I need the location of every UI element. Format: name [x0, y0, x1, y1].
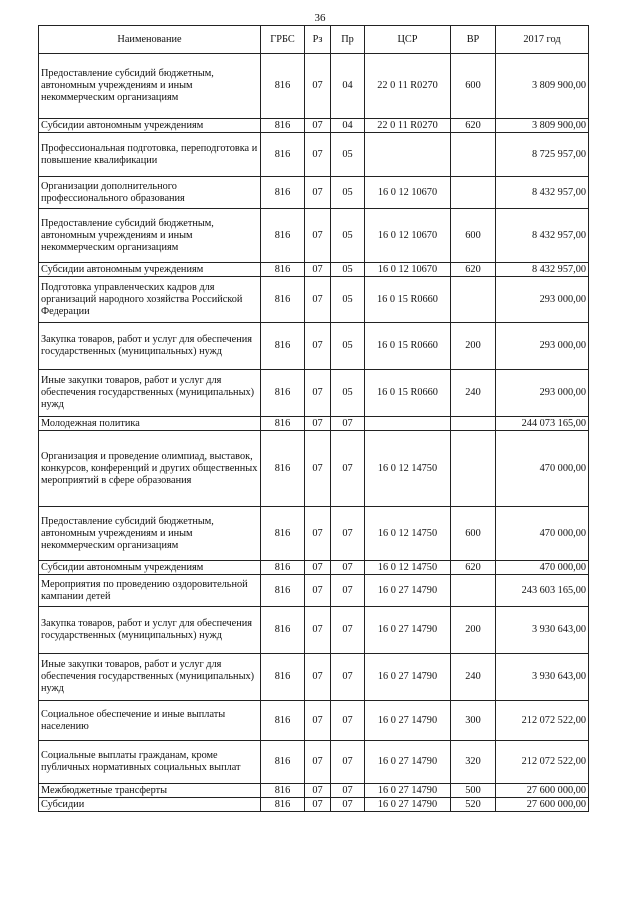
cell-name: Закупка товаров, работ и услуг для обеспечения государственных (муниципальных) нужд — [39, 607, 261, 654]
cell-name: Предоставление субсидий бюджетным, автономным учреждениям и иным некоммерческим организациям — [39, 507, 261, 561]
cell-grbs: 816 — [261, 119, 305, 133]
cell-vr — [451, 431, 496, 507]
cell-amount: 8 432 957,00 — [496, 209, 589, 263]
cell-rz: 07 — [305, 798, 331, 812]
cell-grbs: 816 — [261, 575, 305, 607]
table-row — [39, 798, 589, 812]
cell-grbs: 816 — [261, 507, 305, 561]
cell-name: Организации дополнительного профессионального образования — [39, 177, 261, 209]
cell-amount: 3 930 643,00 — [496, 654, 589, 701]
cell-vr: 320 — [451, 741, 496, 784]
table-row — [39, 323, 589, 370]
cell-vr — [451, 417, 496, 431]
cell-vr — [451, 575, 496, 607]
cell-vr: 600 — [451, 209, 496, 263]
cell-rz: 07 — [305, 507, 331, 561]
cell-pr: 05 — [331, 177, 365, 209]
cell-amount: 244 073 165,00 — [496, 417, 589, 431]
table-row — [39, 277, 589, 323]
cell-name: Предоставление субсидий бюджетным, автономным учреждениям и иным некоммерческим организациям — [39, 54, 261, 119]
header-name: Наименование — [39, 26, 261, 54]
cell-amount: 243 603 165,00 — [496, 575, 589, 607]
table-row — [39, 507, 589, 561]
cell-name: Иные закупки товаров, работ и услуг для обеспечения государственных (муниципальных) нужд — [39, 370, 261, 417]
cell-vr: 300 — [451, 701, 496, 741]
header-vr: ВР — [451, 26, 496, 54]
cell-csr: 16 0 27 14790 — [365, 654, 451, 701]
cell-amount: 8 432 957,00 — [496, 263, 589, 277]
table-body — [39, 54, 589, 812]
table-row — [39, 177, 589, 209]
cell-rz: 07 — [305, 561, 331, 575]
table-row — [39, 607, 589, 654]
cell-name: Субсидии автономным учреждениям — [39, 119, 261, 133]
table-row — [39, 417, 589, 431]
page-number: 36 — [314, 12, 326, 24]
cell-csr: 16 0 12 14750 — [365, 431, 451, 507]
cell-rz: 07 — [305, 575, 331, 607]
cell-csr: 16 0 12 10670 — [365, 177, 451, 209]
cell-vr: 240 — [451, 370, 496, 417]
cell-csr: 22 0 11 R0270 — [365, 119, 451, 133]
cell-name: Профессиональная подготовка, переподготовка и повышение квалификации — [39, 133, 261, 177]
cell-grbs: 816 — [261, 417, 305, 431]
cell-name: Мероприятия по проведению оздоровительной кампании детей — [39, 575, 261, 607]
table-row — [39, 263, 589, 277]
cell-grbs: 816 — [261, 798, 305, 812]
cell-csr: 16 0 27 14790 — [365, 784, 451, 798]
cell-grbs: 816 — [261, 784, 305, 798]
cell-csr — [365, 133, 451, 177]
cell-grbs: 816 — [261, 263, 305, 277]
cell-name: Субсидии автономным учреждениям — [39, 561, 261, 575]
cell-pr: 04 — [331, 119, 365, 133]
table-row — [39, 54, 589, 119]
cell-rz: 07 — [305, 417, 331, 431]
cell-name: Закупка товаров, работ и услуг для обеспечения государственных (муниципальных) нужд — [39, 323, 261, 370]
cell-amount: 3 809 900,00 — [496, 119, 589, 133]
cell-name: Организация и проведение олимпиад, выставок, конкурсов, конференций и других общественных мероприятий в сфере образования — [39, 431, 261, 507]
cell-grbs: 816 — [261, 209, 305, 263]
cell-rz: 07 — [305, 119, 331, 133]
cell-pr: 07 — [331, 784, 365, 798]
cell-csr — [365, 417, 451, 431]
cell-pr: 05 — [331, 263, 365, 277]
cell-name: Субсидии автономным учреждениям — [39, 263, 261, 277]
cell-rz: 07 — [305, 177, 331, 209]
table-row — [39, 784, 589, 798]
table-row — [39, 431, 589, 507]
table-row — [39, 654, 589, 701]
cell-csr: 16 0 27 14790 — [365, 607, 451, 654]
cell-csr: 16 0 15 R0660 — [365, 370, 451, 417]
cell-rz: 07 — [305, 607, 331, 654]
cell-amount: 8 432 957,00 — [496, 177, 589, 209]
cell-csr: 16 0 12 14750 — [365, 561, 451, 575]
cell-name: Иные закупки товаров, работ и услуг для обеспечения государственных (муниципальных) нужд — [39, 654, 261, 701]
cell-grbs: 816 — [261, 607, 305, 654]
cell-grbs: 816 — [261, 741, 305, 784]
cell-vr: 600 — [451, 54, 496, 119]
cell-rz: 07 — [305, 54, 331, 119]
cell-vr: 200 — [451, 323, 496, 370]
cell-rz: 07 — [305, 784, 331, 798]
cell-grbs: 816 — [261, 561, 305, 575]
cell-name: Социальные выплаты гражданам, кроме публичных нормативных социальных выплат — [39, 741, 261, 784]
cell-csr: 16 0 27 14790 — [365, 741, 451, 784]
budget-table — [38, 25, 589, 812]
table-row — [39, 119, 589, 133]
cell-rz: 07 — [305, 323, 331, 370]
cell-rz: 07 — [305, 701, 331, 741]
cell-rz: 07 — [305, 263, 331, 277]
cell-grbs: 816 — [261, 431, 305, 507]
cell-csr: 16 0 12 10670 — [365, 263, 451, 277]
cell-amount: 3 809 900,00 — [496, 54, 589, 119]
cell-csr: 16 0 12 10670 — [365, 209, 451, 263]
cell-rz: 07 — [305, 209, 331, 263]
cell-csr: 16 0 27 14790 — [365, 701, 451, 741]
cell-rz: 07 — [305, 133, 331, 177]
cell-pr: 04 — [331, 54, 365, 119]
cell-amount: 212 072 522,00 — [496, 741, 589, 784]
table-row — [39, 133, 589, 177]
table-row — [39, 209, 589, 263]
cell-amount: 27 600 000,00 — [496, 798, 589, 812]
cell-grbs: 816 — [261, 133, 305, 177]
header-grbs: ГРБС — [261, 26, 305, 54]
table-row — [39, 575, 589, 607]
cell-amount: 293 000,00 — [496, 370, 589, 417]
table-row — [39, 701, 589, 741]
cell-rz: 07 — [305, 277, 331, 323]
cell-pr: 07 — [331, 575, 365, 607]
cell-vr: 240 — [451, 654, 496, 701]
header-rz: Рз — [305, 26, 331, 54]
cell-vr: 520 — [451, 798, 496, 812]
cell-grbs: 816 — [261, 370, 305, 417]
cell-name: Межбюджетные трансферты — [39, 784, 261, 798]
cell-amount: 27 600 000,00 — [496, 784, 589, 798]
header-csr: ЦСР — [365, 26, 451, 54]
cell-rz: 07 — [305, 431, 331, 507]
cell-pr: 07 — [331, 654, 365, 701]
cell-name: Молодежная политика — [39, 417, 261, 431]
cell-pr: 05 — [331, 209, 365, 263]
cell-grbs: 816 — [261, 277, 305, 323]
cell-vr: 620 — [451, 119, 496, 133]
table-row — [39, 370, 589, 417]
cell-rz: 07 — [305, 370, 331, 417]
table-row — [39, 561, 589, 575]
cell-grbs: 816 — [261, 654, 305, 701]
cell-pr: 05 — [331, 323, 365, 370]
cell-csr: 16 0 15 R0660 — [365, 277, 451, 323]
cell-pr: 07 — [331, 561, 365, 575]
cell-name: Социальное обеспечение и иные выплаты населению — [39, 701, 261, 741]
cell-pr: 07 — [331, 507, 365, 561]
cell-vr: 600 — [451, 507, 496, 561]
table-header — [39, 26, 589, 54]
cell-name: Подготовка управленческих кадров для организаций народного хозяйства Российской Федерации — [39, 277, 261, 323]
cell-amount: 293 000,00 — [496, 277, 589, 323]
cell-vr — [451, 133, 496, 177]
cell-grbs: 816 — [261, 701, 305, 741]
cell-rz: 07 — [305, 654, 331, 701]
cell-pr: 05 — [331, 370, 365, 417]
cell-grbs: 816 — [261, 54, 305, 119]
cell-rz: 07 — [305, 741, 331, 784]
cell-pr: 07 — [331, 741, 365, 784]
cell-name: Субсидии — [39, 798, 261, 812]
cell-amount: 212 072 522,00 — [496, 701, 589, 741]
cell-vr: 620 — [451, 561, 496, 575]
cell-vr — [451, 177, 496, 209]
table-row — [39, 741, 589, 784]
cell-pr: 07 — [331, 607, 365, 654]
cell-pr: 07 — [331, 431, 365, 507]
cell-vr: 500 — [451, 784, 496, 798]
cell-amount: 470 000,00 — [496, 507, 589, 561]
header-year: 2017 год — [496, 26, 589, 54]
cell-grbs: 816 — [261, 323, 305, 370]
cell-csr: 16 0 27 14790 — [365, 575, 451, 607]
cell-vr — [451, 277, 496, 323]
cell-vr: 200 — [451, 607, 496, 654]
cell-amount: 470 000,00 — [496, 561, 589, 575]
cell-pr: 07 — [331, 417, 365, 431]
cell-amount: 470 000,00 — [496, 431, 589, 507]
cell-pr: 05 — [331, 133, 365, 177]
cell-pr: 07 — [331, 798, 365, 812]
cell-csr: 16 0 12 14750 — [365, 507, 451, 561]
cell-csr: 22 0 11 R0270 — [365, 54, 451, 119]
cell-csr: 16 0 27 14790 — [365, 798, 451, 812]
cell-pr: 07 — [331, 701, 365, 741]
cell-pr: 05 — [331, 277, 365, 323]
cell-name: Предоставление субсидий бюджетным, автономным учреждениям и иным некоммерческим организациям — [39, 209, 261, 263]
cell-grbs: 816 — [261, 177, 305, 209]
cell-vr: 620 — [451, 263, 496, 277]
cell-amount: 3 930 643,00 — [496, 607, 589, 654]
header-pr: Пр — [331, 26, 365, 54]
cell-amount: 8 725 957,00 — [496, 133, 589, 177]
cell-csr: 16 0 15 R0660 — [365, 323, 451, 370]
cell-amount: 293 000,00 — [496, 323, 589, 370]
